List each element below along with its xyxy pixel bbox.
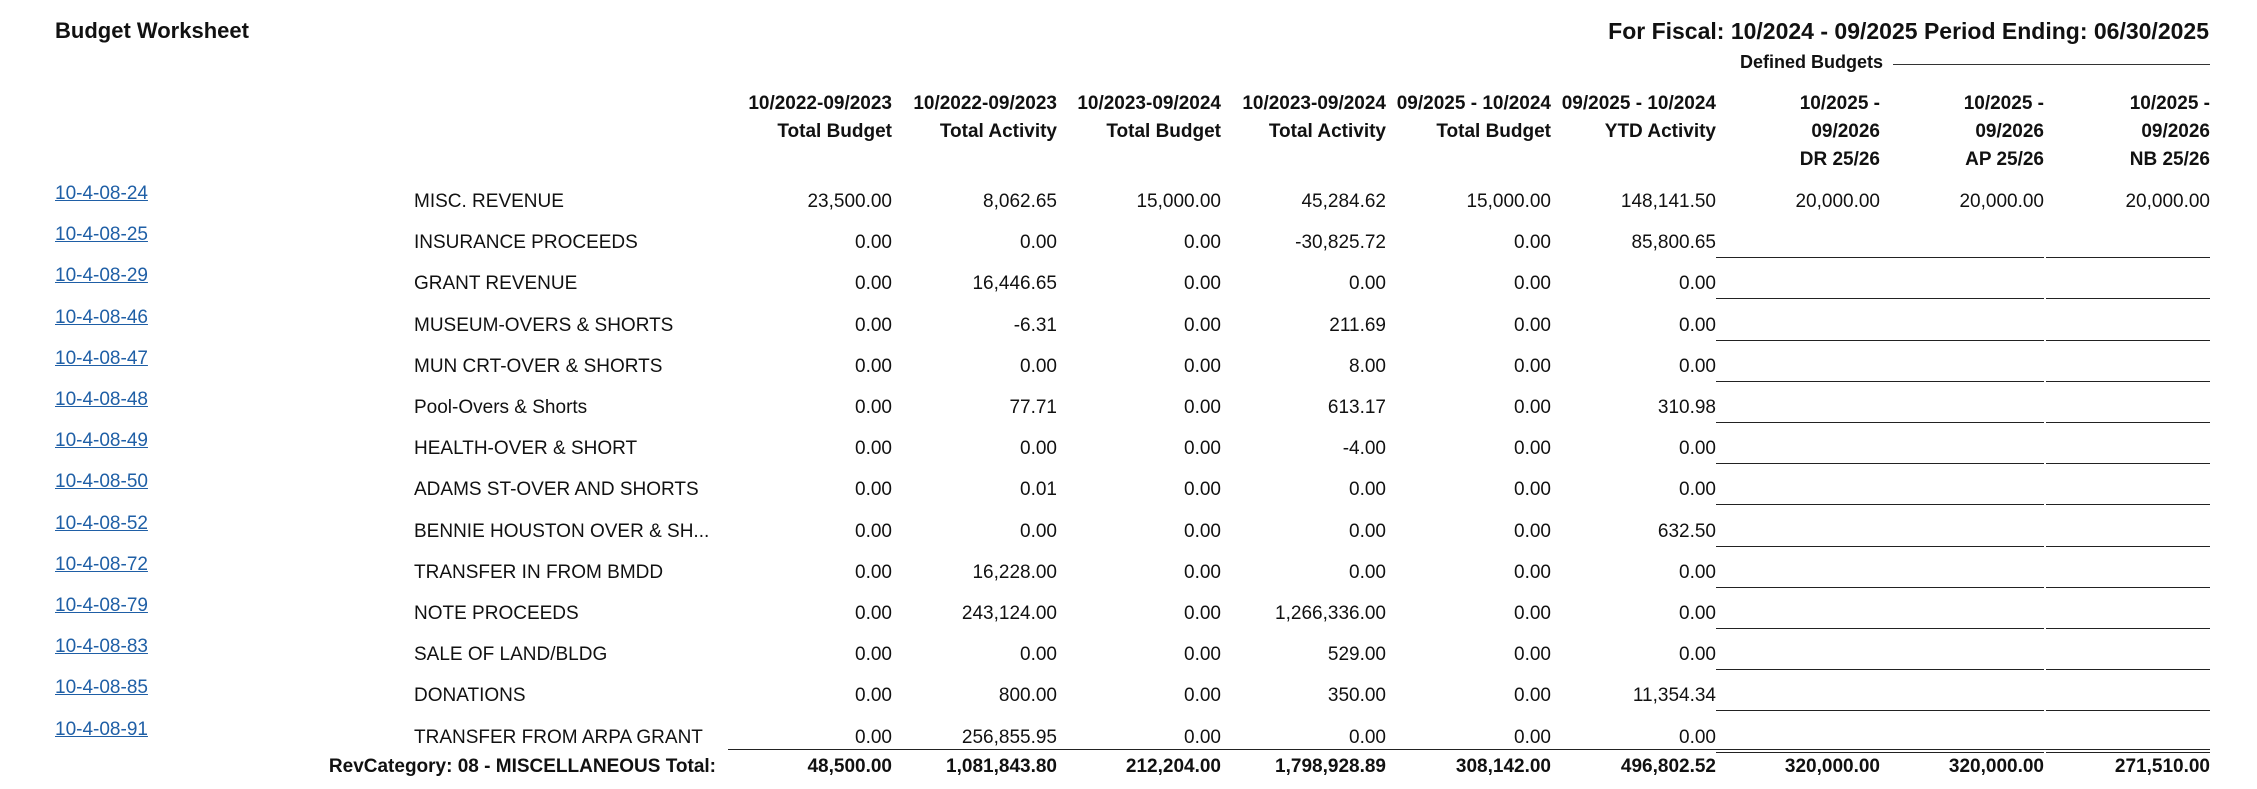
- account-link[interactable]: 10-4-08-83: [55, 636, 148, 658]
- amount-cell: 0.00: [1514, 438, 1551, 460]
- amount-cell: 16,228.00: [972, 561, 1057, 583]
- account-description: BENNIE HOUSTON OVER & SH...: [414, 520, 710, 542]
- account-description: MUN CRT-OVER & SHORTS: [414, 355, 663, 377]
- budget-entry-input[interactable]: [2046, 517, 2210, 547]
- amount-cell: 0.00: [1184, 479, 1221, 501]
- budget-entry-input[interactable]: [2046, 558, 2210, 588]
- amount-cell: 529.00: [1327, 644, 1386, 666]
- defined-budgets-group: [1740, 52, 2210, 76]
- budget-entry-input[interactable]: [1716, 228, 1880, 258]
- account-link[interactable]: 10-4-08-48: [55, 389, 148, 410]
- amount-cell: 0.00: [1679, 561, 1716, 583]
- budget-entry-input[interactable]: [1880, 517, 2044, 547]
- amount-cell: 0.00: [1514, 685, 1551, 707]
- budget-entry-input[interactable]: [1880, 269, 2044, 299]
- account-description: NOTE PROCEEDS: [414, 603, 579, 624]
- account-link[interactable]: 10-4-08-50: [55, 471, 148, 493]
- account-description: TRANSFER IN FROM BMDD: [414, 561, 664, 583]
- budget-entry-input[interactable]: [1880, 640, 2044, 670]
- budget-entry-input[interactable]: [1880, 558, 2044, 588]
- amount-cell: -6.31: [1013, 314, 1057, 336]
- budget-entry-input[interactable]: [2046, 311, 2210, 341]
- budget-entry-input[interactable]: [1716, 475, 1880, 505]
- defined-budgets-label: Defined Budgets: [1740, 52, 1893, 73]
- amount-cell: 0.00: [855, 438, 892, 460]
- amount-cell: 0.00: [1514, 232, 1551, 254]
- table-row: [0, 638, 2257, 679]
- amount-cell: 0.00: [1349, 726, 1386, 748]
- column-header-line1: 10/2024 - 09/2025: [1396, 93, 1551, 114]
- amount-cell: 0.00: [1184, 520, 1221, 542]
- account-description: HEALTH-OVER & SHORT: [414, 438, 638, 460]
- column-header: [1391, 90, 1551, 146]
- amount-cell: 0.00: [1679, 273, 1716, 295]
- total-amount: 212,204.00: [1125, 756, 1221, 777]
- amount-cell: 0.00: [1514, 644, 1551, 666]
- account-description: MISC. REVENUE: [414, 191, 564, 212]
- column-header: [1720, 90, 1880, 174]
- amount-cell: 85,800.65: [1631, 232, 1716, 254]
- budget-entry-input[interactable]: [2046, 228, 2210, 258]
- table-row: [0, 432, 2257, 473]
- amount-cell: 11,354.34: [1632, 685, 1716, 707]
- column-header: [1226, 90, 1386, 146]
- amount-cell: 0.00: [1184, 685, 1221, 707]
- account-description: SALE OF LAND/BLDG: [414, 644, 608, 666]
- total-amount: 1,798,928.89: [1275, 756, 1386, 777]
- amount-cell: 0.00: [1679, 438, 1716, 460]
- budget-entry-input[interactable]: [1716, 640, 1880, 670]
- column-header: [897, 90, 1057, 146]
- amount-cell: 45,284.62: [1301, 191, 1386, 212]
- budget-entry-input[interactable]: [2046, 599, 2210, 629]
- account-link[interactable]: 10-4-08-52: [55, 512, 148, 534]
- amount-cell: 0.00: [1349, 520, 1386, 542]
- account-description: ADAMS ST-OVER AND SHORTS: [414, 479, 699, 501]
- amount-cell: 0.00: [855, 644, 892, 666]
- amount-cell: 0.00: [855, 479, 892, 501]
- amount-cell: 0.00: [1184, 397, 1221, 418]
- account-link[interactable]: 10-4-08-49: [55, 430, 148, 452]
- amount-cell: 8.00: [1349, 355, 1386, 377]
- amount-cell: 77.71: [1009, 397, 1057, 418]
- amount-cell: 0.00: [1184, 726, 1221, 748]
- account-link[interactable]: 10-4-08-46: [55, 306, 148, 328]
- column-header-line2: 09/2026: [1975, 121, 2044, 142]
- column-header-line1: 10/2023-09/2024: [1077, 93, 1221, 114]
- column-header-line3: NB 25/26: [2129, 149, 2210, 170]
- column-header-line1: 10/2024 - 09/2025: [1561, 93, 1716, 114]
- amount-cell: 800.00: [998, 685, 1057, 707]
- amount-cell: 0.00: [1020, 644, 1057, 666]
- column-header: [1884, 90, 2044, 174]
- amount-cell: 0.00: [855, 520, 892, 542]
- amount-cell: 0.00: [1514, 273, 1551, 295]
- account-link[interactable]: 10-4-08-25: [55, 224, 148, 246]
- amount-cell: 15,000.00: [1136, 191, 1221, 212]
- fiscal-period: For Fiscal: 10/2024 - 09/2025 Period Ending: 06/30/2025: [1608, 18, 2209, 44]
- account-description: MUSEUM-OVERS & SHORTS: [414, 314, 674, 336]
- budget-entry-input[interactable]: [1880, 228, 2044, 258]
- amount-cell: 0.00: [1514, 561, 1551, 583]
- budget-entry-value[interactable]: 20,000.00: [2125, 191, 2210, 212]
- budget-entry-input[interactable]: [1716, 558, 1880, 588]
- column-header-line2: Total Budget: [1106, 121, 1221, 142]
- table-row: [0, 267, 2257, 308]
- amount-cell: 0.00: [1679, 726, 1716, 748]
- amount-cell: 0.00: [1514, 479, 1551, 501]
- amount-cell: 0.00: [1679, 644, 1716, 666]
- amount-cell: 8,062.65: [983, 191, 1057, 212]
- budget-entry-input[interactable]: [2046, 681, 2210, 711]
- column-header: [1061, 90, 1221, 146]
- amount-cell: 0.00: [1349, 273, 1386, 295]
- column-header-line3: AP 25/26: [1965, 149, 2044, 170]
- amount-cell: 15,000.00: [1466, 191, 1551, 212]
- amount-cell: 243,124.00: [961, 603, 1057, 624]
- total-amount: 1,081,843.80: [946, 756, 1057, 777]
- amount-cell: 0.00: [1184, 438, 1221, 460]
- amount-cell: 0.00: [855, 726, 892, 748]
- column-header-line1: 10/2025 -: [1963, 93, 2044, 114]
- amount-cell: 0.00: [855, 603, 892, 624]
- amount-cell: 0.00: [1184, 644, 1221, 666]
- table-row: [0, 185, 2257, 226]
- budget-entry-input[interactable]: [1716, 393, 1880, 423]
- budget-entry-input[interactable]: [1880, 599, 2044, 629]
- totals-label: RevCategory: 08 - MISCELLANEOUS Total:: [328, 756, 716, 777]
- account-description: Pool-Overs & Shorts: [414, 397, 588, 418]
- amount-cell: 0.00: [855, 561, 892, 583]
- column-header: [2050, 90, 2210, 174]
- table-row: [0, 473, 2257, 514]
- account-description: DONATIONS: [414, 685, 526, 707]
- amount-cell: 0.00: [855, 685, 892, 707]
- amount-cell: 0.00: [1349, 561, 1386, 583]
- amount-cell: 0.00: [1020, 520, 1057, 542]
- budget-entry-input[interactable]: [1716, 434, 1880, 464]
- column-header: [1556, 90, 1716, 146]
- account-description: INSURANCE PROCEEDS: [414, 232, 638, 254]
- budget-entry-value[interactable]: 20,000.00: [1959, 191, 2044, 212]
- budget-entry-input[interactable]: [1716, 599, 1880, 629]
- budget-entry-input[interactable]: [1880, 681, 2044, 711]
- amount-cell: 0.00: [855, 232, 892, 254]
- total-amount: 308,142.00: [1455, 756, 1551, 777]
- table-row: [0, 553, 2257, 597]
- total-amount: 320,000.00: [1784, 756, 1880, 777]
- account-link[interactable]: 10-4-08-91: [55, 718, 148, 740]
- budget-entry-input[interactable]: [1880, 393, 2044, 423]
- amount-cell: 0.00: [1679, 355, 1716, 377]
- account-link[interactable]: 10-4-08-85: [55, 677, 148, 699]
- amount-cell: 0.00: [855, 355, 892, 377]
- total-amount: 320,000.00: [1948, 756, 2044, 777]
- amount-cell: 0.00: [1514, 603, 1551, 624]
- amount-cell: 0.00: [1184, 232, 1221, 254]
- column-header-line1: 10/2023-09/2024: [1242, 93, 1386, 114]
- amount-cell: 1,266,336.00: [1275, 603, 1386, 624]
- amount-cell: 350.00: [1327, 685, 1386, 707]
- column-header-line2: 09/2026: [2141, 121, 2210, 142]
- budget-entry-input[interactable]: [1716, 517, 1880, 547]
- amount-cell: 0.00: [1184, 603, 1221, 624]
- total-amount: 48,500.00: [807, 756, 892, 777]
- amount-cell: 16,446.65: [972, 273, 1057, 295]
- amount-cell: 0.00: [855, 314, 892, 336]
- column-header-line1: 10/2022-09/2023: [748, 93, 892, 114]
- amount-cell: 0.00: [1514, 355, 1551, 377]
- budget-entry-input[interactable]: [1880, 475, 2044, 505]
- budget-entry-input[interactable]: [2046, 475, 2210, 505]
- column-header: [732, 90, 892, 146]
- column-header-line2: YTD Activity: [1604, 121, 1716, 142]
- amount-cell: 0.00: [1514, 726, 1551, 748]
- budget-entry-input[interactable]: [2046, 352, 2210, 382]
- account-description: GRANT REVENUE: [414, 273, 578, 295]
- table-row: [0, 226, 2257, 267]
- column-header-line2: 09/2026: [1811, 121, 1880, 142]
- amount-cell: 0.00: [1020, 355, 1057, 377]
- total-amount: 496,802.52: [1620, 756, 1716, 777]
- account-link[interactable]: 10-4-08-24: [55, 183, 148, 204]
- column-header-line2: Total Budget: [777, 121, 892, 142]
- account-link[interactable]: 10-4-08-47: [55, 347, 148, 369]
- budget-entry-value[interactable]: 20,000.00: [1795, 191, 1880, 212]
- amount-cell: 0.00: [1514, 314, 1551, 336]
- amount-cell: 148,141.50: [1620, 191, 1716, 212]
- account-link[interactable]: 10-4-08-79: [55, 595, 148, 616]
- column-header-line1: 10/2025 -: [1799, 93, 1880, 114]
- amount-cell: 0.00: [1349, 479, 1386, 501]
- amount-cell: -4.00: [1342, 438, 1386, 460]
- account-link[interactable]: 10-4-08-72: [55, 553, 148, 575]
- column-header-line2: Total Budget: [1436, 121, 1551, 142]
- column-header-line3: DR 25/26: [1799, 149, 1880, 170]
- amount-cell: 0.00: [1514, 397, 1551, 418]
- column-header-line2: Total Activity: [1268, 121, 1386, 142]
- account-description: TRANSFER FROM ARPA GRANT: [414, 726, 703, 748]
- budget-entry-input[interactable]: [2046, 269, 2210, 299]
- amount-cell: -30,825.72: [1295, 232, 1386, 254]
- amount-cell: 613.17: [1327, 397, 1386, 418]
- amount-cell: 0.00: [1679, 603, 1716, 624]
- amount-cell: 0.00: [1184, 314, 1221, 336]
- amount-cell: 0.00: [855, 273, 892, 295]
- amount-cell: 632.50: [1657, 520, 1716, 542]
- account-link[interactable]: 10-4-08-29: [55, 265, 148, 287]
- amount-cell: 0.00: [1184, 355, 1221, 377]
- amount-cell: 0.00: [1679, 479, 1716, 501]
- budget-entry-input[interactable]: [1880, 352, 2044, 382]
- budget-entry-input[interactable]: [1716, 269, 1880, 299]
- amount-cell: 0.01: [1020, 479, 1057, 501]
- table-row: [0, 679, 2257, 720]
- amount-cell: 256,855.95: [961, 726, 1057, 748]
- table-row: [0, 512, 2257, 556]
- budget-entry-input[interactable]: [1880, 434, 2044, 464]
- totals-row: [0, 756, 2257, 786]
- table-row: [0, 347, 2257, 391]
- table-row: [0, 597, 2257, 638]
- amount-cell: 0.00: [855, 397, 892, 418]
- amount-cell: 0.00: [1184, 273, 1221, 295]
- table-row: [0, 391, 2257, 432]
- amount-cell: 0.00: [1020, 232, 1057, 254]
- budget-entry-input[interactable]: [1716, 352, 1880, 382]
- budget-entry-input[interactable]: [1716, 681, 1880, 711]
- amount-cell: 211.69: [1329, 314, 1386, 336]
- budget-entry-input[interactable]: [2046, 434, 2210, 464]
- report-title: Budget Worksheet: [55, 18, 249, 43]
- budget-entry-input[interactable]: [2046, 393, 2210, 423]
- total-amount: 271,510.00: [2114, 756, 2210, 777]
- budget-entry-input[interactable]: [1716, 311, 1880, 341]
- column-header-line2: Total Activity: [939, 121, 1057, 142]
- amount-cell: 0.00: [1020, 438, 1057, 460]
- totals-divider: [728, 749, 2210, 750]
- table-row: [0, 306, 2257, 350]
- amount-cell: 0.00: [1679, 314, 1716, 336]
- budget-entry-input[interactable]: [1880, 311, 2044, 341]
- column-header-line1: 10/2025 -: [2129, 93, 2210, 114]
- budget-entry-input[interactable]: [2046, 640, 2210, 670]
- amount-cell: 310.98: [1657, 397, 1716, 418]
- amount-cell: 0.00: [1184, 561, 1221, 583]
- amount-cell: 23,500.00: [807, 191, 892, 212]
- column-header-line1: 10/2022-09/2023: [913, 93, 1057, 114]
- amount-cell: 0.00: [1514, 520, 1551, 542]
